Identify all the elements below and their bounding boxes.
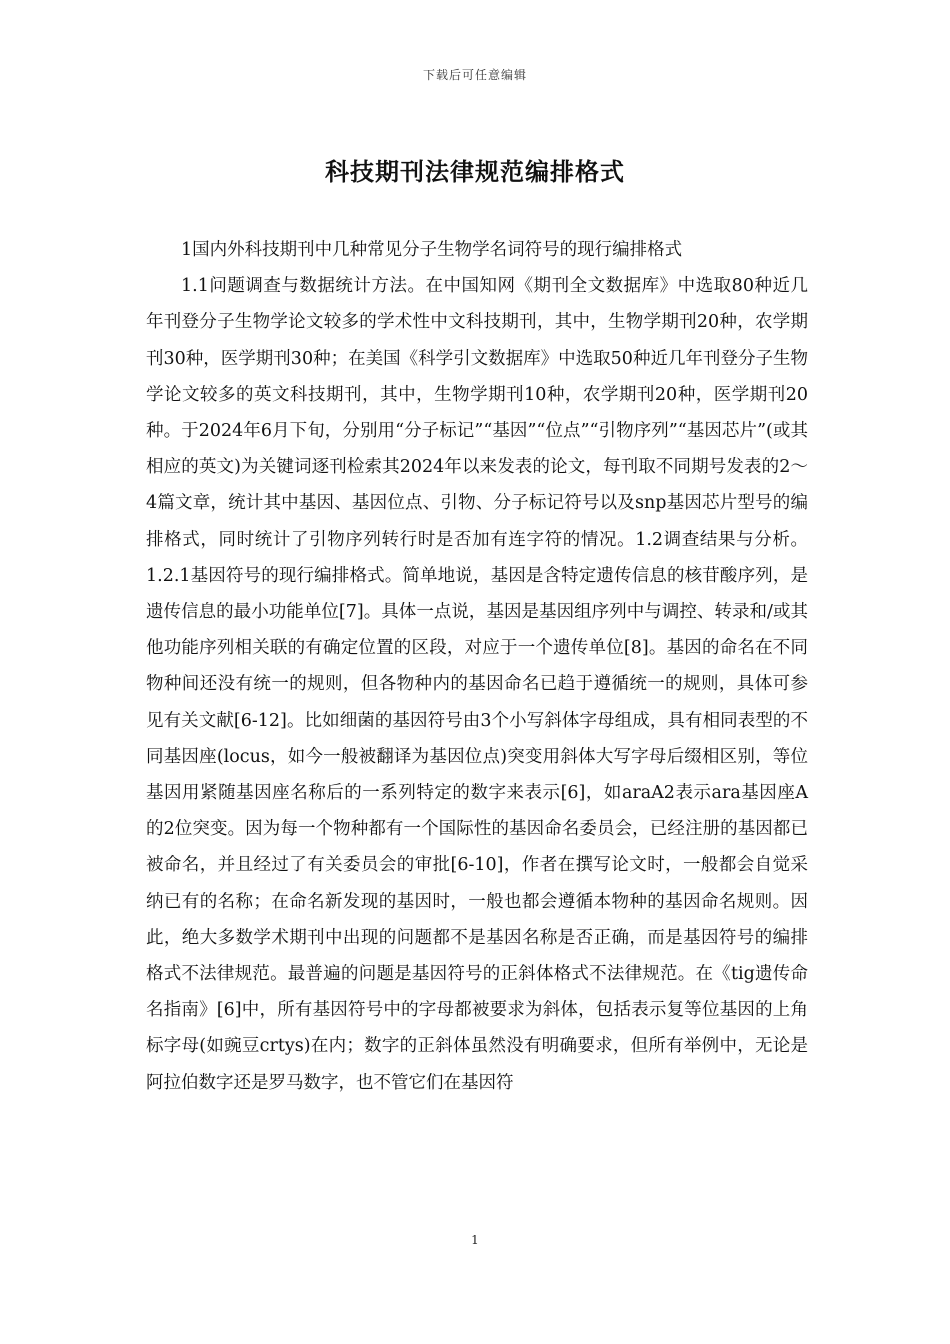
body-paragraph: 1.1问题调查与数据统计方法。在中国知网《期刊全文数据库》中选取80种近几年刊登分子生物学论文较多的学术性中文科技期刊，其中，生物学期刊20种，农学期刊30种，医学期刊30种；在美国《科学引文数据库》中选取50种近几年刊登分子生物学论文较多的英文科技期刊，其中，生物学期刊10种，农学期刊20种，医学期刊20种。于2024年6月下旬，分别用“分子标记”“基因”“位点”“引物序列”“基因芯片”(或其相应的英文)为关键词逐刊检索其2024年以来发表的论文，每刊取不同期号发表的2～4篇文章，统计其中基因、基因位点、引物、分子标记符号以及snp基因芯片型号的编排格式，同时统计了引物序列转行时是否加有连字符的情况。1.2调查结果与分析。1.2.1基因符号的现行编排格式。简单地说，基因是含特定遗传信息的核苷酸序列，是遗传信息的最小功能单位[7]。具体一点说，基因是基因组序列中与调控、转录和/或其他功能序列相关联的有确定位置的区段，对应于一个遗传单位[8]。基因的命名在不同物种间还没有统一的规则，但各物种内的基因命名已趋于遵循统一的规则，具体可参见有关文献[6-12]。比如细菌的基因符号由3个小写斜体字母组成，具有相同表型的不同基因座(locus，如今一般被翻译为基因位点)突变用斜体大写字母后缀相区别，等位基因用紧随基因座名称后的一系列特定的数字来表示[6]，如araA2表示ara基因座A的2位突变。因为每一个物种都有一个国际性的基因命名委员会，已经注册的基因都已被命名，并且经过了有关委员会的审批[6-10]，作者在撰写论文时，一般都会自觉采纳已有的名称；在命名新发现的基因时，一般也都会遵循本物种的基因命名规则。因此，绝大多数学术期刊中出现的问题都不是基因名称是否正确，而是基因符号的编排格式不法律规范。最普遍的问题是基因符号的正斜体格式不法律规范。在《tig遗传命名指南》[6]中，所有基因符号中的字母都被要求为斜体，包括表示复等位基因的上角标字母(如豌豆crtys)在内；数字的正斜体虽然没有明确要求，但所有举例中，无论是阿拉伯数字还是罗马数字，也不管它们在基因符 bbox=[146, 276, 808, 1093]
page-number: 1 bbox=[471, 1233, 479, 1247]
page-header-note: 下载后可任意编辑 bbox=[422, 68, 527, 82]
document-title: 科技期刊法律规范编排格式 bbox=[325, 157, 625, 186]
section-heading-paragraph: 1国内外科技期刊中几种常见分子生物学名词符号的现行编排格式 bbox=[181, 240, 683, 260]
document-body bbox=[146, 232, 808, 1101]
